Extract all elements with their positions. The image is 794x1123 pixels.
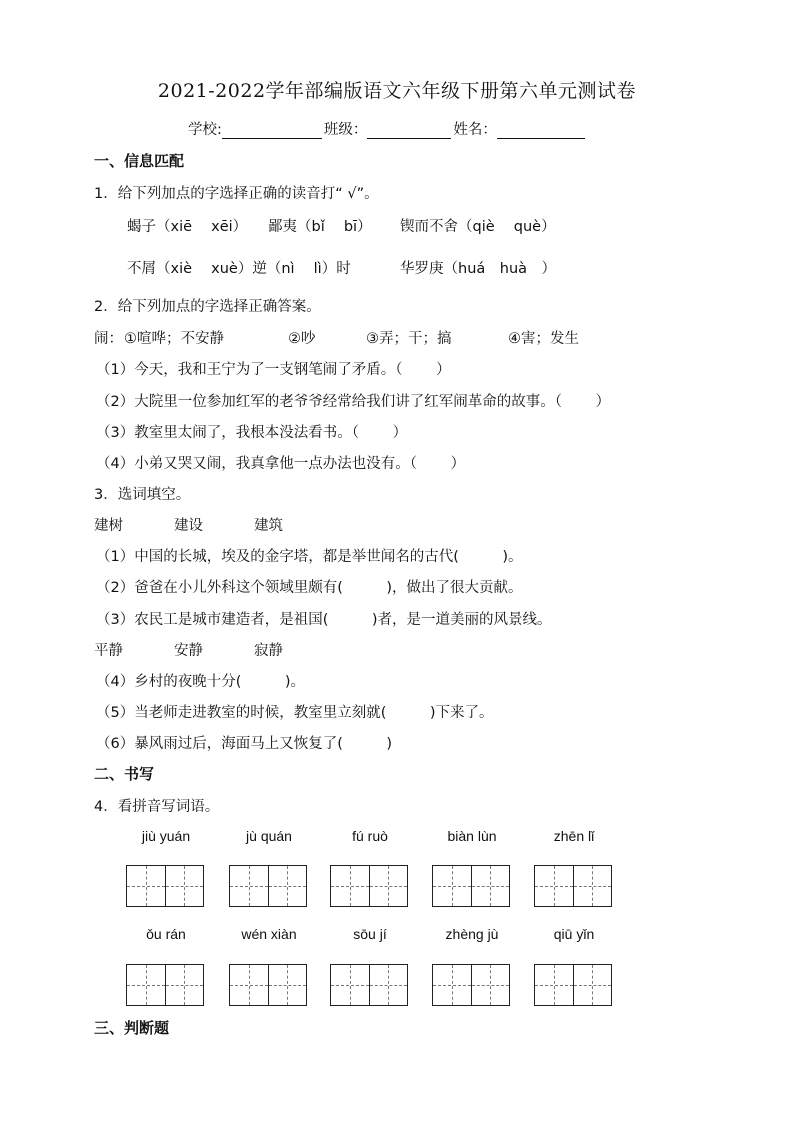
q2-def-label: 闹：: [94, 331, 123, 347]
pinyin-label: wén xiàn: [241, 926, 297, 942]
question-3-prompt: 3．选词填空。: [94, 487, 191, 503]
name-label: 姓名：: [453, 122, 497, 138]
q2-item: （2）大院里一位参加红军的老爷爷经常给我们讲了红军闹革命的故事。（ ）: [96, 394, 611, 410]
writing-grid[interactable]: [330, 865, 408, 907]
word-choice: 平静: [94, 643, 123, 659]
class-label: 班级：: [323, 122, 368, 138]
class-field[interactable]: [367, 124, 451, 139]
section-heading: 二、书写: [94, 765, 155, 783]
question-2-prompt: 2．给下列加点的字选择正确答案。: [94, 299, 321, 315]
pinyin-label: ǒu rán: [146, 926, 186, 942]
writing-grid[interactable]: [432, 865, 510, 907]
q1-item: 鄙夷（bǐ bī）: [268, 219, 372, 235]
q3-item: （1）中国的长城，埃及的金字塔，都是举世闻名的古代( )。: [96, 549, 523, 565]
section-heading: 一、信息匹配: [94, 152, 185, 170]
q3-item: （2）爸爸在小儿外科这个领域里颇有( )，做出了很大贡献。: [96, 580, 523, 596]
word-choice: 安静: [174, 643, 203, 659]
writing-grid[interactable]: [432, 964, 510, 1006]
pinyin-label: qiū yǐn: [553, 926, 595, 942]
q2-item: （1）今天，我和王宁为了一支钢笔闹了矛盾。（ ）: [96, 362, 451, 378]
word-choice: 寂静: [254, 643, 283, 659]
writing-grid[interactable]: [330, 964, 408, 1006]
question-1-prompt: 1．给下列加点的字选择正确的读音打“ √”。: [94, 186, 379, 202]
word-choice: 建设: [174, 518, 203, 534]
writing-grid[interactable]: [229, 865, 307, 907]
student-info-line: [188, 118, 587, 139]
q3-item: （3）农民工是城市建造者，是祖国( )者，是一道美丽的风景线。: [96, 612, 552, 628]
q1-item: 不屑（xiè xuè）逆（nì lì）时: [127, 261, 351, 277]
pinyin-label: fú ruò: [352, 828, 388, 844]
q1-item: 华罗庚（huá huà ）: [400, 261, 557, 277]
question-4-prompt: 4．看拼音写词语。: [94, 799, 220, 815]
pinyin-label: zhēn lǐ: [553, 828, 595, 844]
school-field[interactable]: [222, 124, 322, 139]
q2-definition: ②吵: [288, 331, 316, 347]
page-title: 2021-2022学年部编版语文六年级下册第六单元测试卷: [157, 80, 637, 102]
q2-definition: ③弄；干；搞: [366, 331, 452, 347]
pinyin-label: biàn lùn: [447, 828, 497, 844]
writing-grid[interactable]: [534, 865, 612, 907]
writing-grid[interactable]: [126, 865, 204, 907]
name-field[interactable]: [497, 124, 585, 139]
q2-definition: ④害；发生: [508, 331, 579, 347]
pinyin-label: jù quán: [246, 828, 292, 844]
q1-item: 锲而不舍（qiè què）: [400, 219, 556, 235]
word-choice: 建筑: [254, 518, 283, 534]
pinyin-label: zhèng jù: [445, 926, 499, 942]
section-heading: 三、判断题: [94, 1019, 170, 1037]
writing-grid[interactable]: [229, 964, 307, 1006]
school-label: 学校:: [188, 122, 222, 138]
pinyin-label: sōu jí: [353, 926, 387, 942]
q3-item: （6）暴风雨过后，海面马上又恢复了( ): [96, 736, 393, 752]
q1-item: 蝎子（xiē xēi）: [127, 219, 248, 235]
q2-item: （3）教室里太闹了，我根本没法看书。（ ）: [96, 425, 408, 441]
q3-item: （4）乡村的夜晚十分( )。: [96, 674, 306, 690]
writing-grid[interactable]: [126, 964, 204, 1006]
q2-definition: ①喧哗；不安静: [124, 331, 224, 347]
q2-item: （4）小弟又哭又闹，我真拿他一点办法也没有。（ ）: [96, 456, 466, 472]
writing-grid[interactable]: [534, 964, 612, 1006]
pinyin-label: jiù yuán: [141, 828, 191, 844]
word-choice: 建树: [94, 518, 123, 534]
q3-item: （5）当老师走进教室的时候，教室里立刻就( )下来了。: [96, 705, 494, 721]
